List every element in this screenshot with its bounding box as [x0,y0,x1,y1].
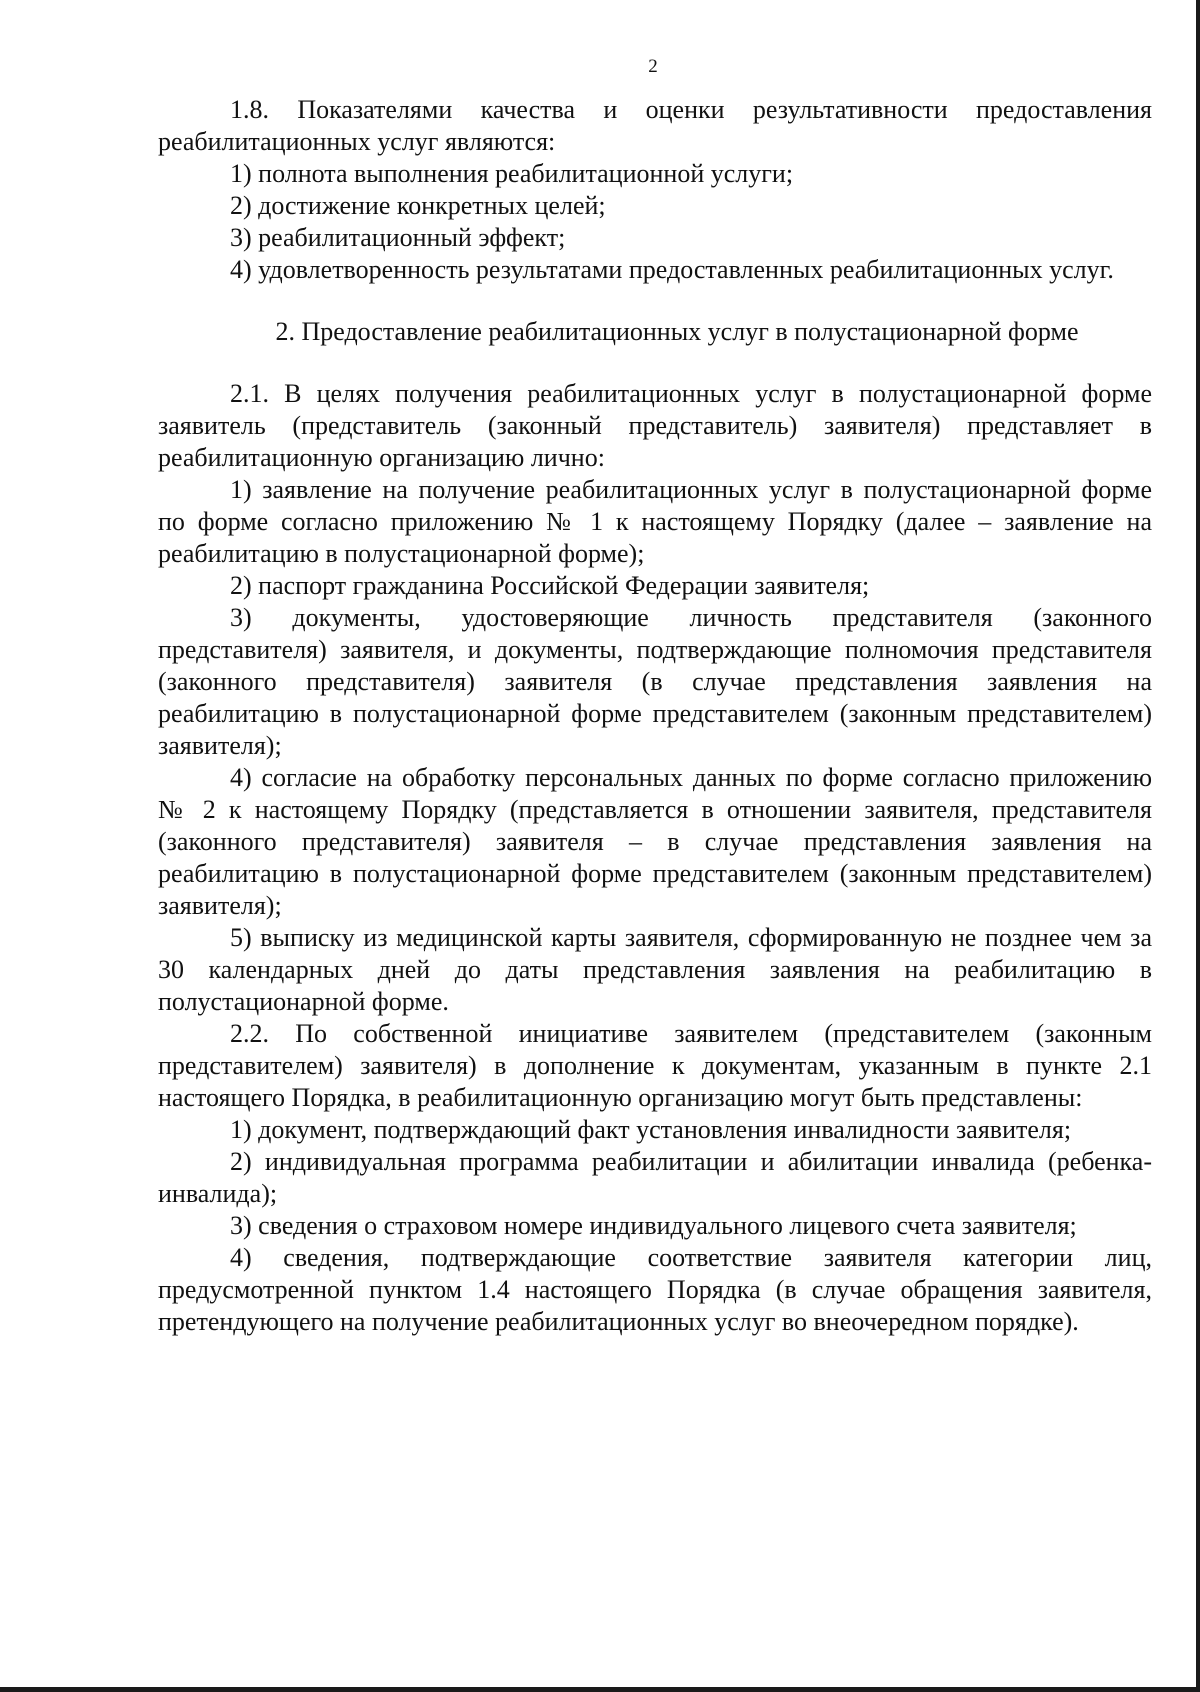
clause-1-8-item-3: 3) реабилитационный эффект; [230,223,566,252]
scan-edge-bottom [0,1687,1200,1692]
clause-1-8-item-1: 1) полнота выполнения реабилитационной услуги; [230,159,794,188]
clause-2-1-item-5: 5) выписку из медицинской карты заявителя, сформированную не позднее чем за 30 календарных дней до даты представления заявления на реабилитацию в полустационарной форме. [158,923,1152,1016]
clause-2-1-item-2: 2) паспорт гражданина Российской Федерации заявителя; [230,571,870,600]
page-number: 2 [648,56,658,77]
section-2-heading: 2. Предоставление реабилитационных услуг в полустационарной форме [275,317,1079,346]
clause-2-2-item-1: 1) документ, подтверждающий факт установления инвалидности заявителя; [230,1115,1072,1144]
clause-2-2-item-4: 4) сведения, подтверждающие соответствие заявителя категории лиц, предусмотренной пунктом 1.4 настоящего Порядка (в случае обращения заявителя, претендующего на получение реабилитационных услуг во внеочередном порядке). [158,1243,1152,1336]
clause-1-8-item-4: 4) удовлетворенность результатами предоставленных реабилитационных услуг. [230,255,1114,284]
clause-2-1-item-1: 1) заявление на получение реабилитационных услуг в полустационарной форме по форме согласно приложению № 1 к настоящему Порядку (далее – заявление на реабилитацию в полустационарной форме); [158,475,1152,568]
clause-2-2-item-2: 2) индивидуальная программа реабилитации и абилитации инвалида (ребенка-инвалида); [158,1147,1152,1208]
clause-2-2: 2.2. По собственной инициативе заявителем (представителем (законным представителем) заявителя) в дополнение к документам, указанным в пункте 2.1 настоящего Порядка, в реабилитационную организацию могут быть представлены: [158,1019,1152,1112]
clause-2-1-item-3: 3) документы, удостоверяющие личность представителя (законного представителя) заявителя, и документы, подтверждающие полномочия представителя (законного представителя) заявителя (в случае представления заявления на реабилитацию в полустационарной форме представителем (законным представителем) заявителя); [158,603,1152,760]
clause-2-1-item-4: 4) согласие на обработку персональных данных по форме согласно приложению № 2 к настоящему Порядку (представляется в отношении заявителя, представителя (законного представителя) заявителя – в случае представления заявления на реабилитацию в полустационарной форме представителем (законным представителем) заявителя); [158,763,1152,920]
clause-2-2-item-3: 3) сведения о страховом номере индивидуального лицевого счета заявителя; [230,1211,1077,1240]
clause-2-1: 2.1. В целях получения реабилитационных услуг в полустационарной форме заявитель (представитель (законный представитель) заявителя) представляет в реабилитационную организацию лично: [158,379,1152,472]
clause-1-8-item-2: 2) достижение конкретных целей; [230,191,606,220]
clause-1-8: 1.8. Показателями качества и оценки результативности предоставления реабилитационных услуг являются: [158,95,1152,156]
document-body [158,94,1152,1338]
scan-edge-right [1196,0,1200,1692]
